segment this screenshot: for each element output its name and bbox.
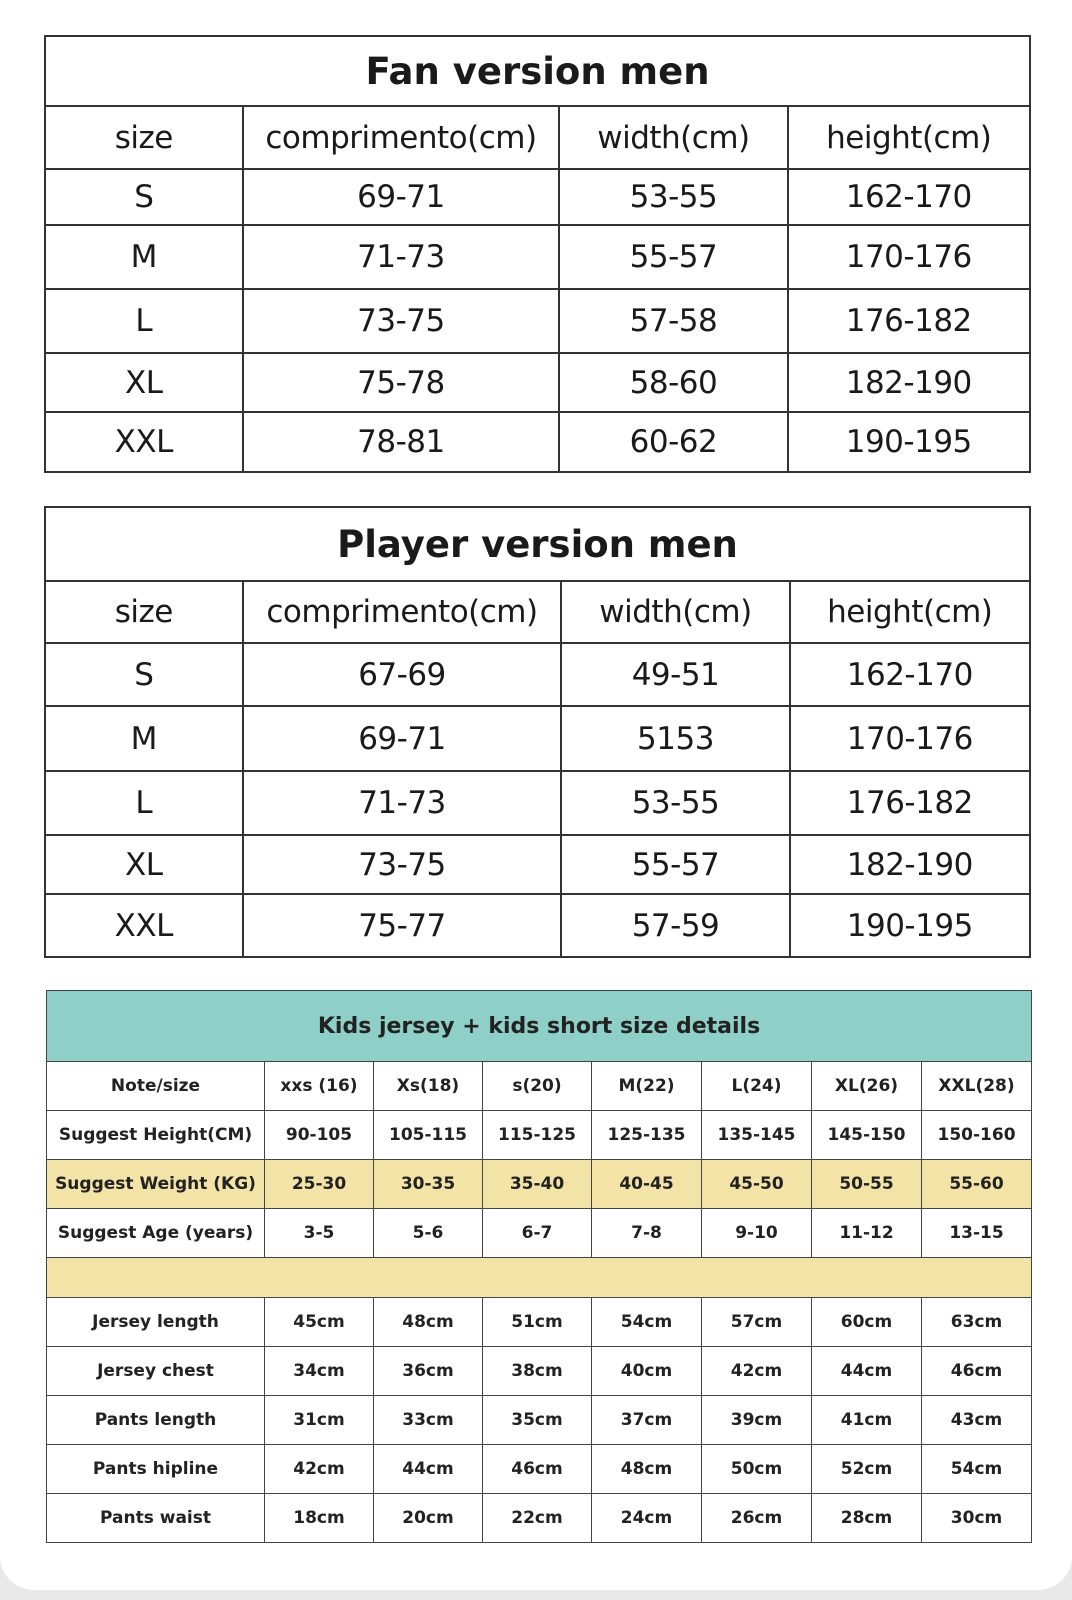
value-cell: 6-7 <box>483 1209 592 1258</box>
size-cell: S <box>45 169 243 225</box>
height-cell: 162-170 <box>788 169 1030 225</box>
value-cell: 52cm <box>812 1445 922 1494</box>
value-cell: 39cm <box>702 1396 812 1445</box>
row-label: Jersey chest <box>47 1347 265 1396</box>
width-cell: 57-58 <box>559 289 787 353</box>
length-cell: 69-71 <box>243 706 562 771</box>
value-cell: 48cm <box>374 1298 483 1347</box>
value-cell: 11-12 <box>812 1209 922 1258</box>
table-row <box>45 894 1030 957</box>
table-row <box>47 1494 1032 1543</box>
length-cell: 78-81 <box>243 412 560 472</box>
value-cell: 28cm <box>812 1494 922 1543</box>
value-cell: 31cm <box>265 1396 374 1445</box>
length-cell: 71-73 <box>243 225 560 289</box>
player-table-title: Player version men <box>45 507 1030 581</box>
value-cell: 60cm <box>812 1298 922 1347</box>
table-row <box>47 1396 1032 1445</box>
value-cell: 50-55 <box>812 1160 922 1209</box>
size-cell: L <box>45 771 243 835</box>
value-cell: 54cm <box>922 1445 1032 1494</box>
table-spacer-row <box>47 1258 1032 1298</box>
length-cell: 75-78 <box>243 353 560 412</box>
width-cell: 5153 <box>561 706 789 771</box>
table-title-row <box>45 36 1030 106</box>
width-cell: 49-51 <box>561 643 789 706</box>
height-cell: 170-176 <box>790 706 1030 771</box>
header-length: comprimento(cm) <box>243 581 562 643</box>
value-cell: 63cm <box>922 1298 1032 1347</box>
table-row <box>47 1445 1032 1494</box>
value-cell: 30cm <box>922 1494 1032 1543</box>
value-cell: 7-8 <box>592 1209 702 1258</box>
value-cell: 26cm <box>702 1494 812 1543</box>
header-size: size <box>45 581 243 643</box>
value-cell: 125-135 <box>592 1111 702 1160</box>
size-cell: XL <box>45 353 243 412</box>
value-cell: 48cm <box>592 1445 702 1494</box>
row-label: Suggest Height(CM) <box>47 1111 265 1160</box>
table-header-row <box>45 106 1030 169</box>
header-height: height(cm) <box>788 106 1030 169</box>
table-row <box>45 835 1030 894</box>
header-size: M(22) <box>592 1062 702 1111</box>
length-cell: 71-73 <box>243 771 562 835</box>
value-cell: 45cm <box>265 1298 374 1347</box>
value-cell: 150-160 <box>922 1111 1032 1160</box>
header-size: XL(26) <box>812 1062 922 1111</box>
header-size: Xs(18) <box>374 1062 483 1111</box>
value-cell: 37cm <box>592 1396 702 1445</box>
length-cell: 67-69 <box>243 643 562 706</box>
value-cell: 41cm <box>812 1396 922 1445</box>
value-cell: 35-40 <box>483 1160 592 1209</box>
value-cell: 40cm <box>592 1347 702 1396</box>
fan-table-title: Fan version men <box>45 36 1030 106</box>
table-row <box>47 1111 1032 1160</box>
height-cell: 190-195 <box>790 894 1030 957</box>
value-cell: 35cm <box>483 1396 592 1445</box>
row-label: Jersey length <box>47 1298 265 1347</box>
size-cell: M <box>45 225 243 289</box>
value-cell: 44cm <box>374 1445 483 1494</box>
table-row <box>47 1298 1032 1347</box>
table-header-row <box>45 581 1030 643</box>
header-size: XXL(28) <box>922 1062 1032 1111</box>
value-cell: 18cm <box>265 1494 374 1543</box>
kids-size-table <box>46 990 1032 1543</box>
table-row <box>45 353 1030 412</box>
value-cell: 45-50 <box>702 1160 812 1209</box>
value-cell: 38cm <box>483 1347 592 1396</box>
width-cell: 53-55 <box>561 771 789 835</box>
length-cell: 73-75 <box>243 835 562 894</box>
value-cell: 34cm <box>265 1347 374 1396</box>
value-cell: 50cm <box>702 1445 812 1494</box>
kids-table-title: Kids jersey + kids short size details <box>47 991 1032 1062</box>
table-title-row <box>47 991 1032 1062</box>
value-cell: 30-35 <box>374 1160 483 1209</box>
value-cell: 22cm <box>483 1494 592 1543</box>
value-cell: 115-125 <box>483 1111 592 1160</box>
width-cell: 55-57 <box>559 225 787 289</box>
value-cell: 51cm <box>483 1298 592 1347</box>
header-length: comprimento(cm) <box>243 106 560 169</box>
fan-version-table <box>44 35 1031 473</box>
height-cell: 176-182 <box>790 771 1030 835</box>
height-cell: 176-182 <box>788 289 1030 353</box>
header-width: width(cm) <box>559 106 787 169</box>
value-cell: 145-150 <box>812 1111 922 1160</box>
height-cell: 182-190 <box>790 835 1030 894</box>
size-cell: S <box>45 643 243 706</box>
value-cell: 57cm <box>702 1298 812 1347</box>
header-size: L(24) <box>702 1062 812 1111</box>
width-cell: 58-60 <box>559 353 787 412</box>
width-cell: 55-57 <box>561 835 789 894</box>
height-cell: 182-190 <box>788 353 1030 412</box>
value-cell: 24cm <box>592 1494 702 1543</box>
height-cell: 190-195 <box>788 412 1030 472</box>
header-size: s(20) <box>483 1062 592 1111</box>
value-cell: 42cm <box>702 1347 812 1396</box>
width-cell: 53-55 <box>559 169 787 225</box>
table-row <box>47 1209 1032 1258</box>
height-cell: 170-176 <box>788 225 1030 289</box>
header-size: xxs (16) <box>265 1062 374 1111</box>
player-version-table <box>44 506 1031 958</box>
value-cell: 33cm <box>374 1396 483 1445</box>
value-cell: 36cm <box>374 1347 483 1396</box>
height-cell: 162-170 <box>790 643 1030 706</box>
header-width: width(cm) <box>561 581 789 643</box>
size-cell: L <box>45 289 243 353</box>
width-cell: 60-62 <box>559 412 787 472</box>
value-cell: 90-105 <box>265 1111 374 1160</box>
size-cell: XL <box>45 835 243 894</box>
width-cell: 57-59 <box>561 894 789 957</box>
row-label: Pants hipline <box>47 1445 265 1494</box>
value-cell: 46cm <box>483 1445 592 1494</box>
value-cell: 13-15 <box>922 1209 1032 1258</box>
row-label: Suggest Weight (KG) <box>47 1160 265 1209</box>
value-cell: 9-10 <box>702 1209 812 1258</box>
value-cell: 54cm <box>592 1298 702 1347</box>
table-row <box>47 1347 1032 1396</box>
size-cell: XXL <box>45 894 243 957</box>
table-row <box>45 412 1030 472</box>
table-row <box>45 771 1030 835</box>
value-cell: 42cm <box>265 1445 374 1494</box>
value-cell: 40-45 <box>592 1160 702 1209</box>
value-cell: 43cm <box>922 1396 1032 1445</box>
size-cell: XXL <box>45 412 243 472</box>
length-cell: 73-75 <box>243 289 560 353</box>
value-cell: 25-30 <box>265 1160 374 1209</box>
table-header-row <box>47 1062 1032 1111</box>
value-cell: 44cm <box>812 1347 922 1396</box>
size-cell: M <box>45 706 243 771</box>
table-title-row <box>45 507 1030 581</box>
row-label: Pants waist <box>47 1494 265 1543</box>
header-note-size: Note/size <box>47 1062 265 1111</box>
row-label: Suggest Age (years) <box>47 1209 265 1258</box>
value-cell: 20cm <box>374 1494 483 1543</box>
value-cell: 46cm <box>922 1347 1032 1396</box>
spacer-cell <box>47 1258 1032 1298</box>
table-row <box>45 169 1030 225</box>
row-label: Pants length <box>47 1396 265 1445</box>
table-row-highlight <box>47 1160 1032 1209</box>
length-cell: 69-71 <box>243 169 560 225</box>
table-row <box>45 225 1030 289</box>
table-row <box>45 289 1030 353</box>
value-cell: 3-5 <box>265 1209 374 1258</box>
table-row <box>45 706 1030 771</box>
value-cell: 105-115 <box>374 1111 483 1160</box>
value-cell: 5-6 <box>374 1209 483 1258</box>
header-size: size <box>45 106 243 169</box>
value-cell: 135-145 <box>702 1111 812 1160</box>
header-height: height(cm) <box>790 581 1030 643</box>
table-row <box>45 643 1030 706</box>
value-cell: 55-60 <box>922 1160 1032 1209</box>
length-cell: 75-77 <box>243 894 562 957</box>
